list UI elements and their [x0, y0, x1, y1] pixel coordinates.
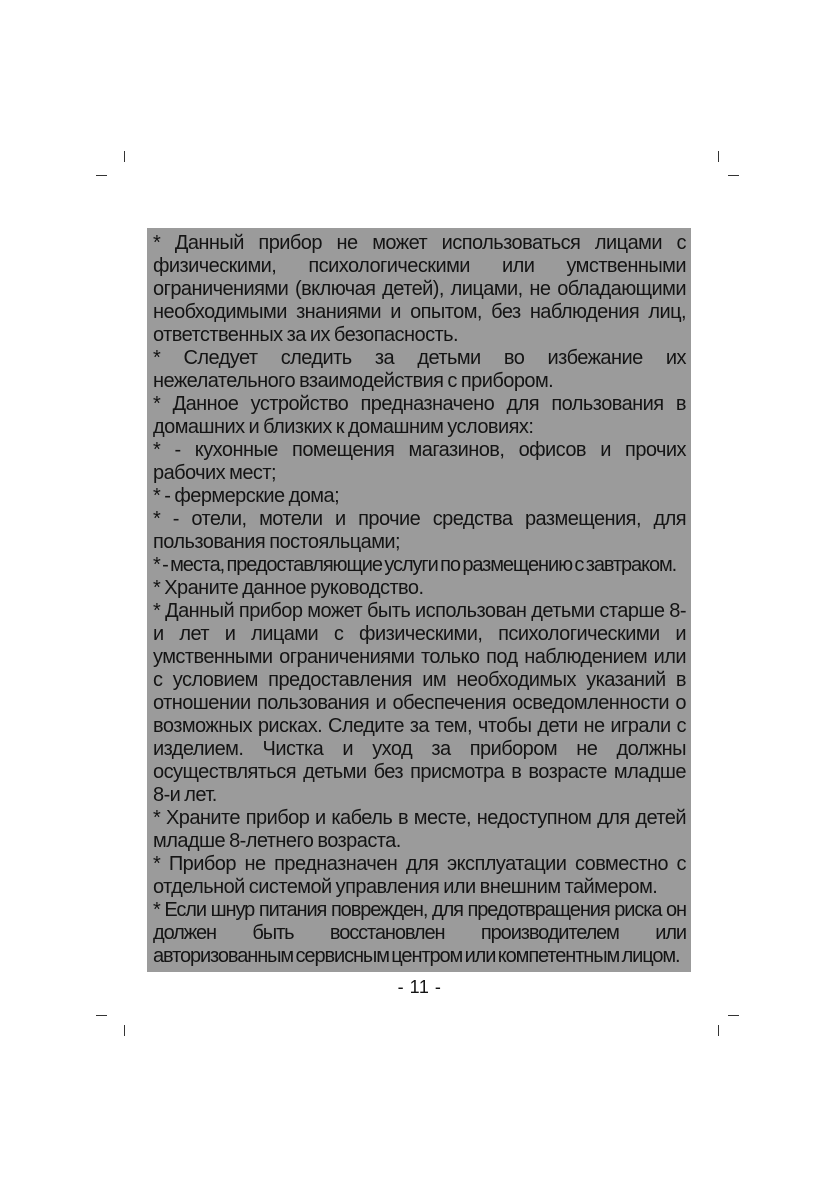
safety-paragraph: * Храните прибор и кабель в месте, недоступном для детей младше 8-летнего возраста.	[153, 807, 686, 852]
safety-paragraph: * Данный прибор может быть использован детьми старше 8-и лет и лицами с физическими, психологическими и умственными ограничениями только под наблюдением или с условием предоставления им необходимых указаний в отношении пользования и обеспечения осведомленности о возможных рисках. Следите за тем, чтобы дети не играли с изделием. Чистка и уход за прибором не должны осуществляться детьми без присмотра в возрасте младше 8-и лет.	[153, 600, 686, 806]
safety-paragraph: * Следует следить за детьми во избежание их нежелательного взаимодействия с прибором.	[153, 347, 686, 392]
safety-paragraph: * Прибор не предназначен для эксплуатации совместно с отдельной системой управления или внешним таймером.	[153, 853, 686, 898]
safety-paragraph: * - кухонные помещения магазинов, офисов и прочих рабочих мест;	[153, 439, 686, 484]
safety-paragraph: * Храните данное руководство.	[153, 577, 424, 599]
crop-mark-bottom-left-vertical	[124, 1025, 125, 1036]
safety-paragraph: * - места, предоставляющие услуги по размещению с завтраком.	[153, 554, 677, 576]
crop-mark-bottom-right-vertical	[718, 1025, 719, 1036]
safety-paragraph: * Данное устройство предназначено для пользования в домашних и близких к домашним условиях:	[153, 393, 686, 438]
safety-paragraph: * - отели, мотели и прочие средства размещения, для пользования постояльцами;	[153, 508, 686, 553]
safety-instructions-panel	[147, 228, 691, 972]
crop-mark-top-right-vertical	[718, 151, 719, 162]
crop-mark-bottom-right-horizontal	[728, 1015, 739, 1016]
crop-mark-top-left-vertical	[124, 151, 125, 162]
page-number: - 11 -	[397, 977, 442, 997]
safety-paragraph: * Данный прибор не может использоваться лицами с физическими, психологическими или умственными ограничениями (включая детей), лицами, не обладающими необходимыми знаниями и опытом, без наблюдения лиц, ответственных за их безопасность.	[153, 232, 686, 346]
safety-paragraph: * Если шнур питания поврежден, для предотвращения риска он должен быть восстановлен производителем или авторизованным сервисным центром или компетентным лицом.	[153, 899, 686, 967]
crop-mark-top-left-horizontal	[96, 175, 107, 176]
crop-mark-bottom-left-horizontal	[96, 1015, 107, 1016]
safety-paragraph: * - фермерские дома;	[153, 485, 340, 507]
crop-mark-top-right-horizontal	[728, 175, 739, 176]
